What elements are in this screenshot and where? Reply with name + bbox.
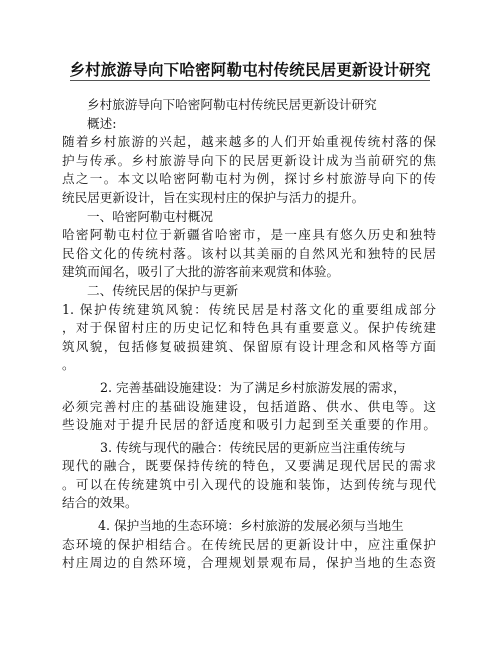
list-item-line: ，对于保留村庄的历史记忆和特色具有重要意义。保护传统建 bbox=[62, 320, 436, 336]
section-heading: 一、哈密阿勒屯村概况 bbox=[87, 208, 213, 224]
list-item-line: 3. 传统与现代的融合：传统民居的更新应当注重传统与 bbox=[100, 439, 406, 455]
list-item-line: 1. 保护传统建筑风貌：传统民居是村落文化的重要组成部分 bbox=[62, 301, 436, 317]
section-heading: 二、传统民居的保护与更新 bbox=[87, 282, 239, 298]
section-line: 哈密阿勒屯村位于新疆省哈密市，是一座具有悠久历史和独特 bbox=[62, 227, 436, 243]
section-line: 民俗文化的传统村落。该村以其美丽的自然风光和独特的民居 bbox=[62, 245, 436, 261]
list-item-line: 结合的效果。 bbox=[62, 495, 138, 511]
list-item-line: 必须完善村庄的基础设施建设，包括道路、供水、供电等。这 bbox=[62, 398, 436, 414]
list-item-line: 筑风貌，包括修复破损建筑、保留原有设计理念和风格等方面 bbox=[62, 338, 436, 354]
abstract-line: 随着乡村旅游的兴起，越来越多的人们开始重视传统村落的保 bbox=[62, 134, 436, 150]
list-item-line: 态环境的保护相结合。在传统民居的更新设计中，应注重保护 bbox=[62, 536, 436, 552]
list-item-line: 现代的融合，既要保持传统的特色，又要满足现代居民的需求 bbox=[62, 458, 436, 474]
document-body bbox=[62, 96, 436, 573]
list-item-line: 。可以在传统建筑中引入现代的设施和装饰，达到传统与现代 bbox=[62, 476, 436, 492]
abstract-line: 点之一。本文以哈密阿勒屯村为例，探讨乡村旅游导向下的传 bbox=[62, 171, 436, 187]
list-item-line: 村庄周边的自然环境，合理规划景观布局，保护当地的生态资 bbox=[62, 555, 436, 571]
document-subtitle: 乡村旅游导向下哈密阿勒屯村传统民居更新设计研究 bbox=[87, 97, 377, 112]
abstract-line: 统民居更新设计，旨在实现村庄的保护与活力的提升。 bbox=[62, 189, 365, 205]
list-item-line: 4. 保护当地的生态环境：乡村旅游的发展必须与当地生 bbox=[98, 518, 404, 534]
document-title: 乡村旅游导向下哈密阿勒屯村传统民居更新设计研究 bbox=[69, 60, 431, 79]
abstract-label: 概述: bbox=[87, 115, 117, 131]
list-item-line: 。 bbox=[62, 357, 75, 373]
abstract-line: 护与传承。乡村旅游导向下的民居更新设计成为当前研究的焦 bbox=[62, 152, 436, 168]
list-item-line: 2. 完善基础设施建设：为了满足乡村旅游发展的需求， bbox=[100, 379, 406, 395]
title-divider bbox=[70, 80, 430, 81]
section-line: 建筑而闻名，吸引了大批的游客前来观赏和体验。 bbox=[62, 264, 340, 280]
list-item-line: 些设施对于提升民居的舒适度和吸引力起到至关重要的作用。 bbox=[62, 417, 436, 433]
